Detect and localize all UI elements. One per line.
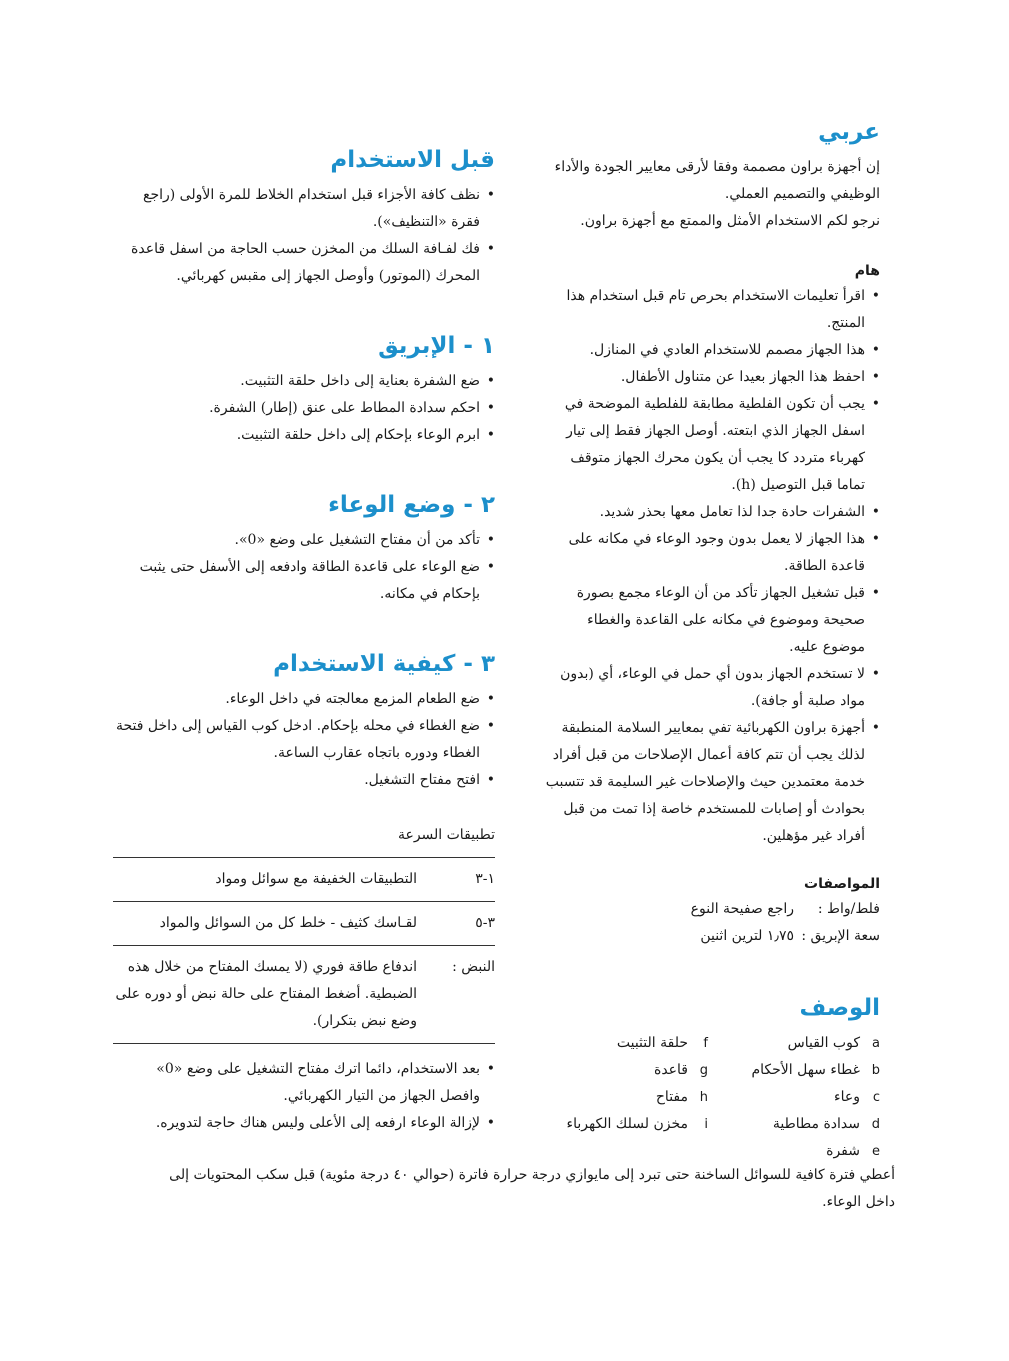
important-item: • الشفرات حادة جدا لذا تعامل معها بحذر شديد. xyxy=(544,499,880,526)
description-text: شفرة xyxy=(826,1142,860,1159)
important-item: • احفظ هذا الجهاز بعيدا عن متناول الأطفال. xyxy=(544,364,880,391)
jug-item: • ابرم الوعاء بإحكام إلى داخل حلقة التثبيت. xyxy=(113,422,495,449)
footer-note: أعطي فترة كافية للسوائل الساخنة حتى تبرد إلى مايوازي درجة حرارة فاترة (حوالي ٤٠ درجة مئوية) قبل سكب المحتويات إلى داخل الوعاء. xyxy=(169,1167,895,1210)
description-item xyxy=(544,1111,708,1138)
jug-title: ١ - الإبريق xyxy=(378,332,495,359)
description-letter: e xyxy=(872,1143,880,1159)
spec-row xyxy=(544,923,880,950)
important-item: • هذا الجهاز لا يعمل بدون وجود الوعاء في مكانه على قاعدة الطاقة. xyxy=(544,526,880,580)
speed-code: النبض : xyxy=(452,958,495,975)
description-item xyxy=(708,1057,880,1084)
description-item xyxy=(708,1030,880,1057)
important-item: • لا تستخدم الجهاز بدون أي حمل في الوعاء، أي (بدون مواد صلبة أو جافة). xyxy=(544,661,880,715)
description-text: مخزن لسلك الكهرباء xyxy=(566,1115,688,1132)
description-letter: a xyxy=(872,1035,880,1051)
usage-item: • افتح مفتاح التشغيل. xyxy=(113,767,495,794)
description-item xyxy=(708,1111,880,1138)
jug-item: • احكم سدادة المطاط على عنق (إطار) الشفرة. xyxy=(113,395,495,422)
description-letter: f xyxy=(703,1035,708,1051)
description-text: مفتاح xyxy=(655,1088,688,1105)
important-list xyxy=(544,283,880,850)
spec-row xyxy=(544,896,880,923)
table-row xyxy=(113,857,495,901)
before-use-item: • فك لفـافة السلك من المخزن حسب الحاجة من اسفل قاعدة المحرك (الموتور) وأوصل الجهاز إلى مقبس كهربائي. xyxy=(113,236,495,290)
intro-line-3: نرجو لكم الاستخدام الأمثل والممتع مع أجهزة براون. xyxy=(580,212,880,229)
usage-item: • ضع الطعام المزمع معالجته في داخل الوعاء. xyxy=(113,686,495,713)
description-text: غطاء سهل الأحكام xyxy=(751,1061,860,1078)
description-text: حلقة التثبيت xyxy=(616,1034,688,1051)
description-item xyxy=(708,1084,880,1111)
speed-text: لقـاسك كثيف - خلط كل من السوائل والمواد xyxy=(159,914,417,931)
after-use-list xyxy=(113,1056,495,1137)
speed-code: ٣-٥ xyxy=(475,914,495,931)
description-item xyxy=(708,1138,880,1165)
jug-list xyxy=(113,368,495,449)
description-text: كوب القياس xyxy=(787,1034,860,1051)
speed-code: ١-٣ xyxy=(475,870,495,887)
place-bowl-title: ٢ - وضع الوعاء xyxy=(328,491,495,518)
important-item: • اقرأ تعليمات الاستخدام بحرص تام قبل استخدام هذا المنتج. xyxy=(544,283,880,337)
table-row xyxy=(113,901,495,945)
description-list xyxy=(544,1030,880,1165)
speed-text: اندفاع طاقة فوري (لا يمسك المفتاح من خلال هذه الضبطية. أضغط المفتاح على حالة نبض أو دوره على وضع نبض بتكرار). xyxy=(115,958,417,1029)
important-item: • يجب أن تكون الفلطية مطابقة للفلطية الموضحة في اسفل الجهاز الذي ابتعته. أوصل الجهاز فقط إلى تيار كهرباء متردد كا يجب أن يكون محرك الجهاز متوقف تماما قبل التوصيل (h). xyxy=(544,391,880,499)
spec-label: فلط/واط : xyxy=(817,900,880,917)
description-item xyxy=(544,1084,708,1111)
usage-title: ٣ - كيفية الاستخدام xyxy=(273,650,495,677)
description-letter: d xyxy=(871,1116,880,1132)
important-item: • أجهزة براون الكهربائية تفي بمعايير السلامة المنطبقة لذلك يجب أن تتم كافة أعمال الإصلاحات من قبل أفراد خدمة معتمدين حيث والإصلاحات غير السليمة قد تتسبب بحوادث أو إصابات للمستخدم خاصة إذا تمت من قبل أفراد غير مؤهلين. xyxy=(544,715,880,850)
speed-table xyxy=(113,857,495,1044)
after-use-item: • بعد الاستخدام، دائما اترك مفتاح التشغيل على وضع «0» وافصل الجهاز من التيار الكهربائي. xyxy=(113,1056,495,1110)
description-letter: b xyxy=(871,1062,880,1078)
after-use-item: • لإزالة الوعاء ارفعه إلى الأعلى وليس هناك حاجة لتدويره. xyxy=(113,1110,495,1137)
description-title: الوصف xyxy=(799,994,880,1021)
description-letter: c xyxy=(872,1089,880,1105)
jug-item: • ضع الشفرة بعناية إلى داخل حلقة التثبيت. xyxy=(113,368,495,395)
spec-label: سعة الإبريق : xyxy=(801,927,880,944)
intro-line-2: الوظيفي والتصميم العملي. xyxy=(724,185,880,202)
usage-list xyxy=(113,686,495,794)
speed-text: التطبيقات الخفيفة مع سوائل ومواد xyxy=(215,870,417,887)
important-item: • هذا الجهاز مصمم للاستخدام العادي في المنازل. xyxy=(544,337,880,364)
description-item xyxy=(544,1030,708,1057)
description-text: قاعدة xyxy=(654,1061,688,1078)
left-column xyxy=(113,146,495,1137)
description-item xyxy=(544,1057,708,1084)
place-bowl-item: • ضع الوعاء على قاعدة الطاقة وادفعه إلى الأسفل حتى يثبت بإحكام في مكانه. xyxy=(113,554,495,608)
before-use-list xyxy=(113,182,495,290)
speed-title: تطبيقات السرعة xyxy=(397,826,495,843)
table-row xyxy=(113,945,495,1043)
before-use-title: قبل الاستخدام xyxy=(330,147,495,173)
spec-value: ١٫٧٥ لترين اثنين xyxy=(700,927,794,944)
description-letter: g xyxy=(699,1062,708,1078)
description-letter: h xyxy=(699,1089,708,1105)
place-bowl-list xyxy=(113,527,495,608)
description-text: سدادة مطاطية xyxy=(772,1115,860,1132)
spec-value: راجع صفيحة النوع xyxy=(690,900,794,917)
place-bowl-item: • تأكد من أن مفتاح التشغيل على وضع «0». xyxy=(113,527,495,554)
intro-line-1: إن أجهزة براون مصممة وفقا لأرقى معايير الجودة والأداء xyxy=(554,158,880,175)
description-letter: i xyxy=(704,1116,708,1132)
right-column xyxy=(544,118,880,1165)
description-text: وعاء xyxy=(834,1088,860,1105)
language-title: عربي xyxy=(818,119,880,145)
usage-item: • ضع الغطاء في محله بإحكام. ادخل كوب القياس إلى داخل فتحة الغطاء ودوره باتجاه عقارب الساعة. xyxy=(113,713,495,767)
important-title: هام xyxy=(854,262,880,279)
specs-title: المواصفات xyxy=(804,875,880,892)
important-item: • قبل تشغيل الجهاز تأكد من أن الوعاء مجمع بصورة صحيحة وموضوع في مكانه على القاعدة والغطاء موضوع عليه. xyxy=(544,580,880,661)
before-use-item: • نظف كافة الأجزاء قبل استخدام الخلاط للمرة الأولى (راجع فقرة «التنظيف»). xyxy=(113,182,495,236)
